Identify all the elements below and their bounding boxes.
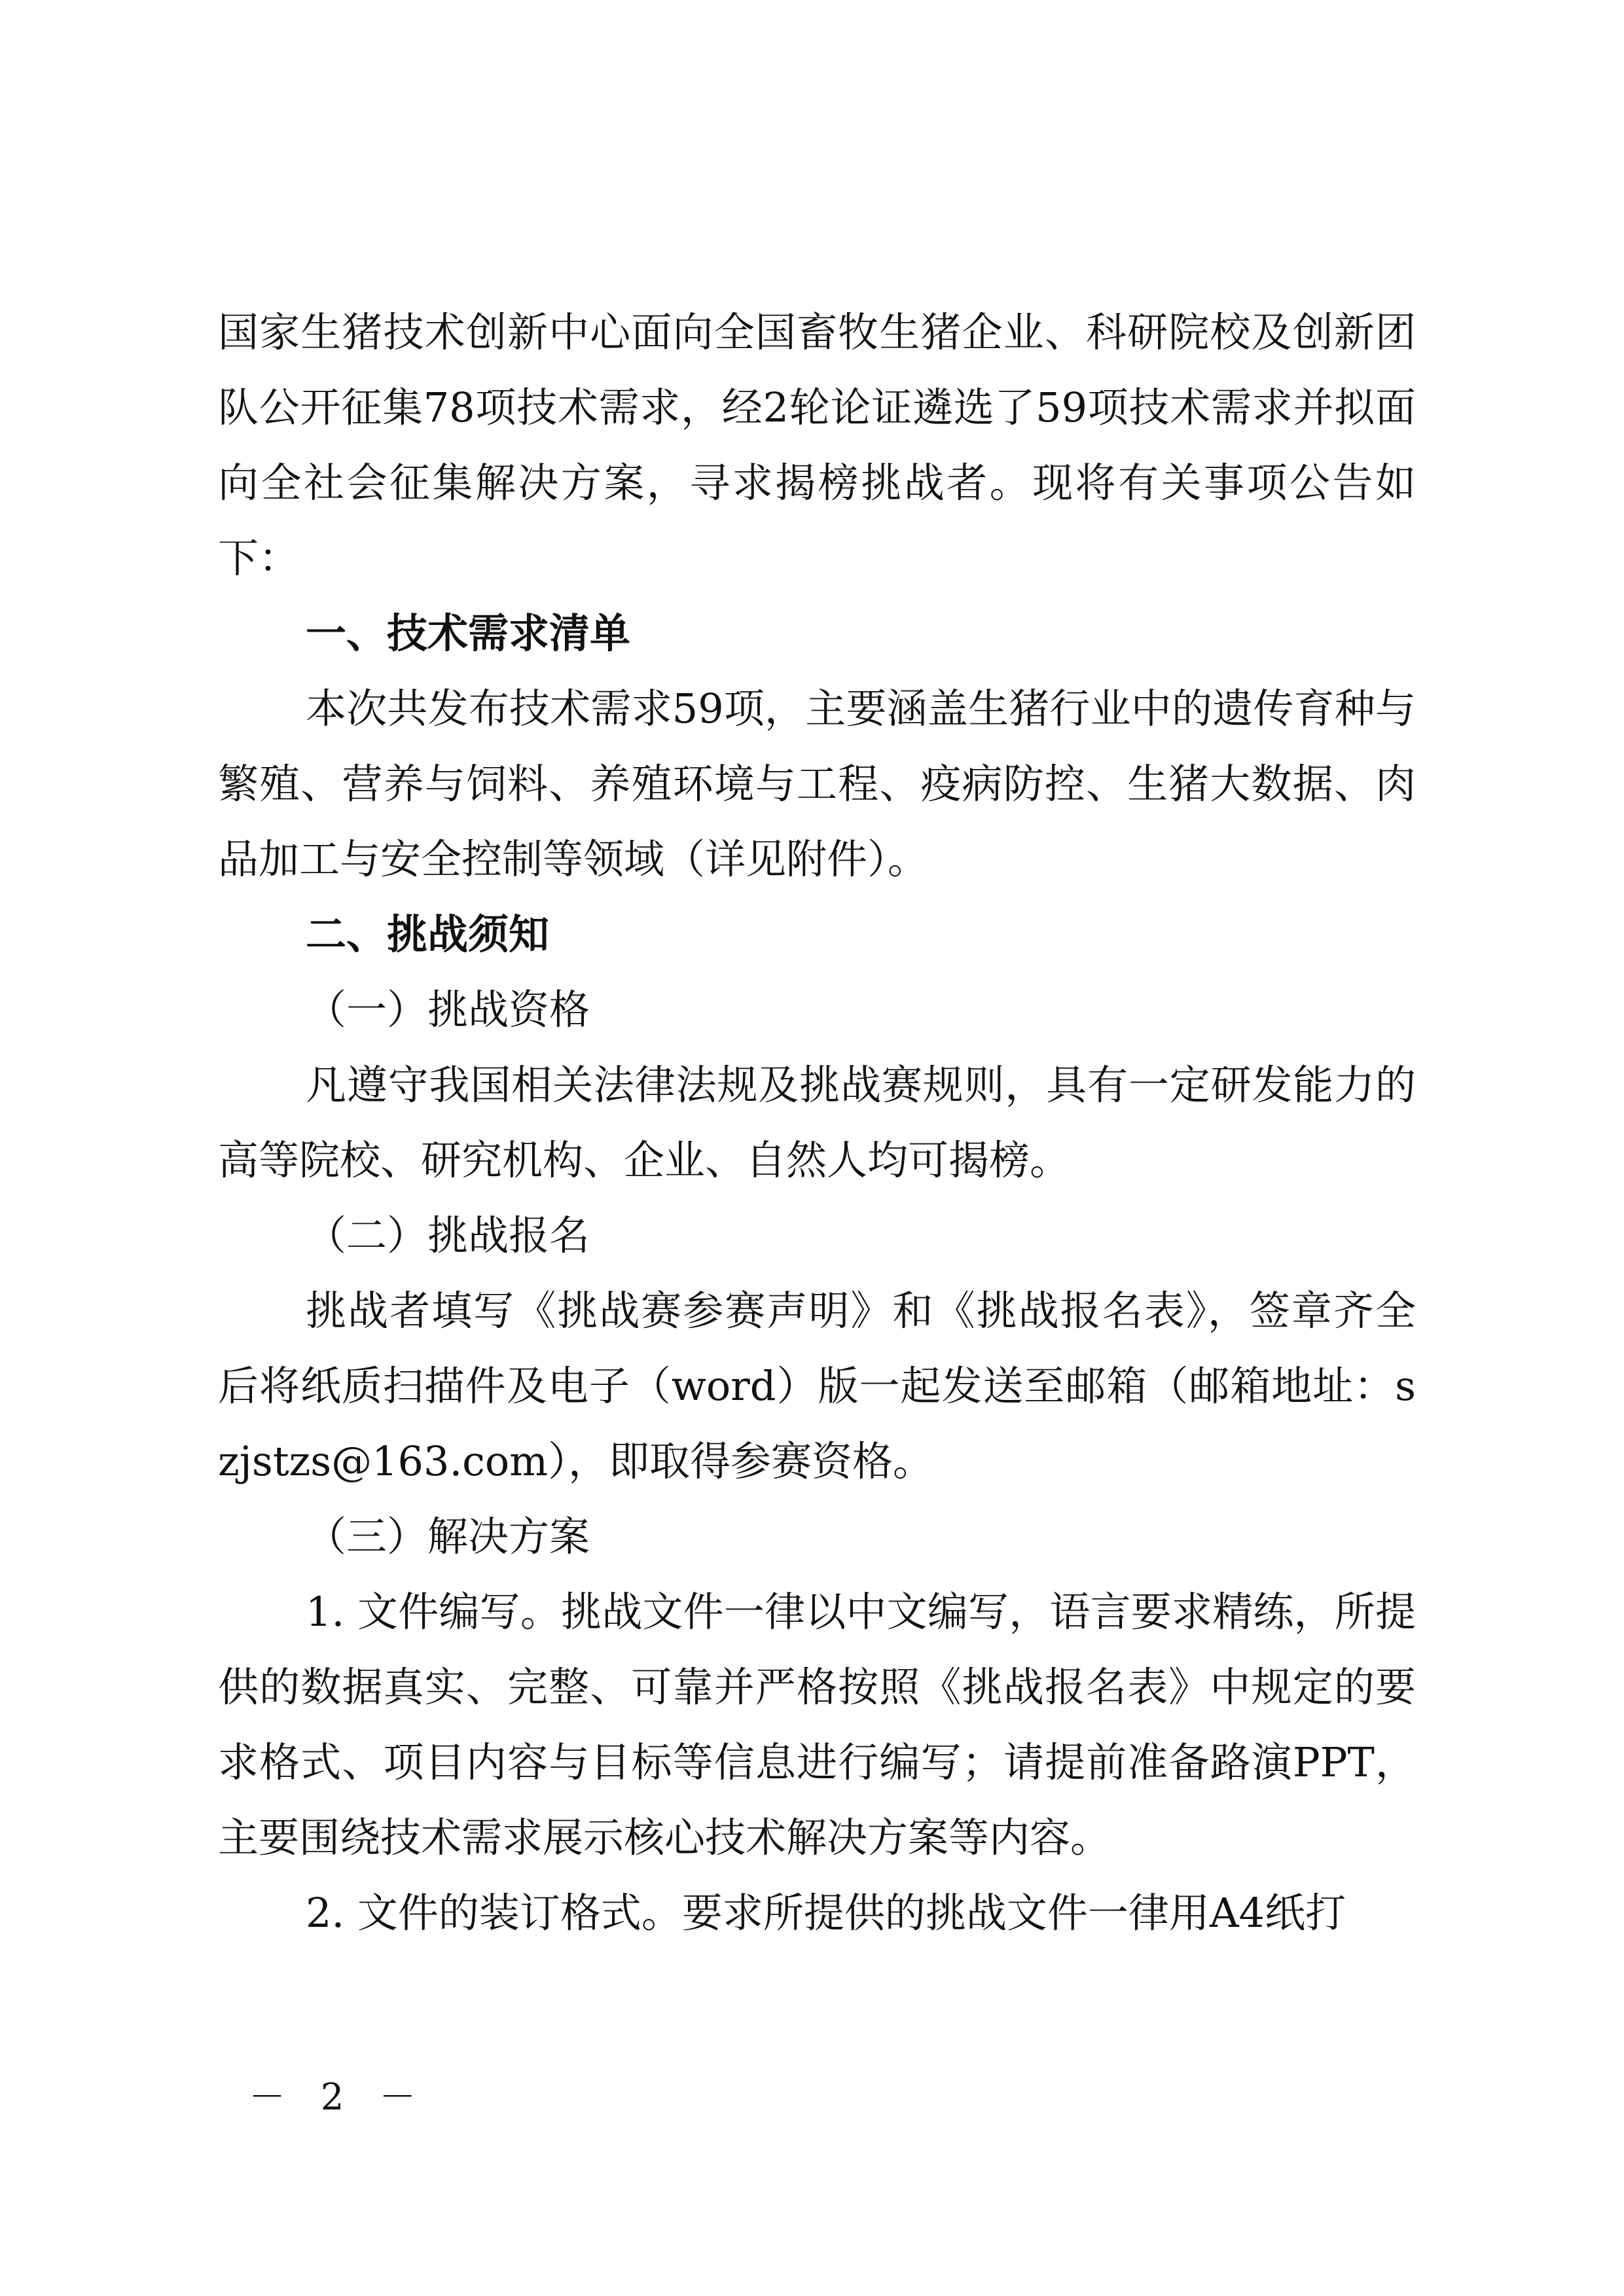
subheading-solution: （三）解决方案 [306,1513,590,1560]
solution-item-2: 2. 文件的装订格式。要求所提供的挑战文件一律用A4纸打 [306,1889,1346,1937]
eligibility-paragraph: 凡遵守我国相关法律法规及挑战赛规则，具有一定研发能力的高等院校、研究机构、企业、自然人均可揭榜。 [218,1061,1416,1184]
document-body [218,295,1416,1950]
subheading-eligibility: （一）挑战资格 [306,986,590,1033]
solution-item-1: 1. 文件编写。挑战文件一律以中文编写，语言要求精练，所提供的数据真实、完整、可靠并严格按照《挑战报名表》中规定的要求格式、项目内容与目标等信息进行编写；请提前准备路演PPT，主要围绕技术需求展示核心技术解决方案等内容。 [218,1588,1416,1861]
registration-paragraph: 挑战者填写《挑战赛参赛声明》和《挑战报名表》，签章齐全后将纸质扫描件及电子（word）版一起发送至邮箱（邮箱地址：szjstzs@163.com），即取得参赛资格。 [218,1287,1416,1485]
requirements-list-paragraph: 本次共发布技术需求59项，主要涵盖生猪行业中的遗传育种与繁殖、营养与饲料、养殖环境与工程、疫病防控、生猪大数据、肉品加工与安全控制等领域（详见附件）。 [218,685,1416,883]
intro-paragraph: 国家生猪技术创新中心面向全国畜牧生猪企业、科研院校及创新团队公开征集78项技术需求，经2轮论证遴选了59项技术需求并拟面向全社会征集解决方案，寻求揭榜挑战者。现将有关事项公告如下： [218,308,1416,582]
section-heading-requirements-list: 一、技术需求清单 [306,609,631,657]
subheading-registration: （二）挑战报名 [306,1211,590,1259]
page-number: － 2 － [249,2076,428,2119]
section-heading-challenge-notice: 二、挑战须知 [306,910,550,958]
